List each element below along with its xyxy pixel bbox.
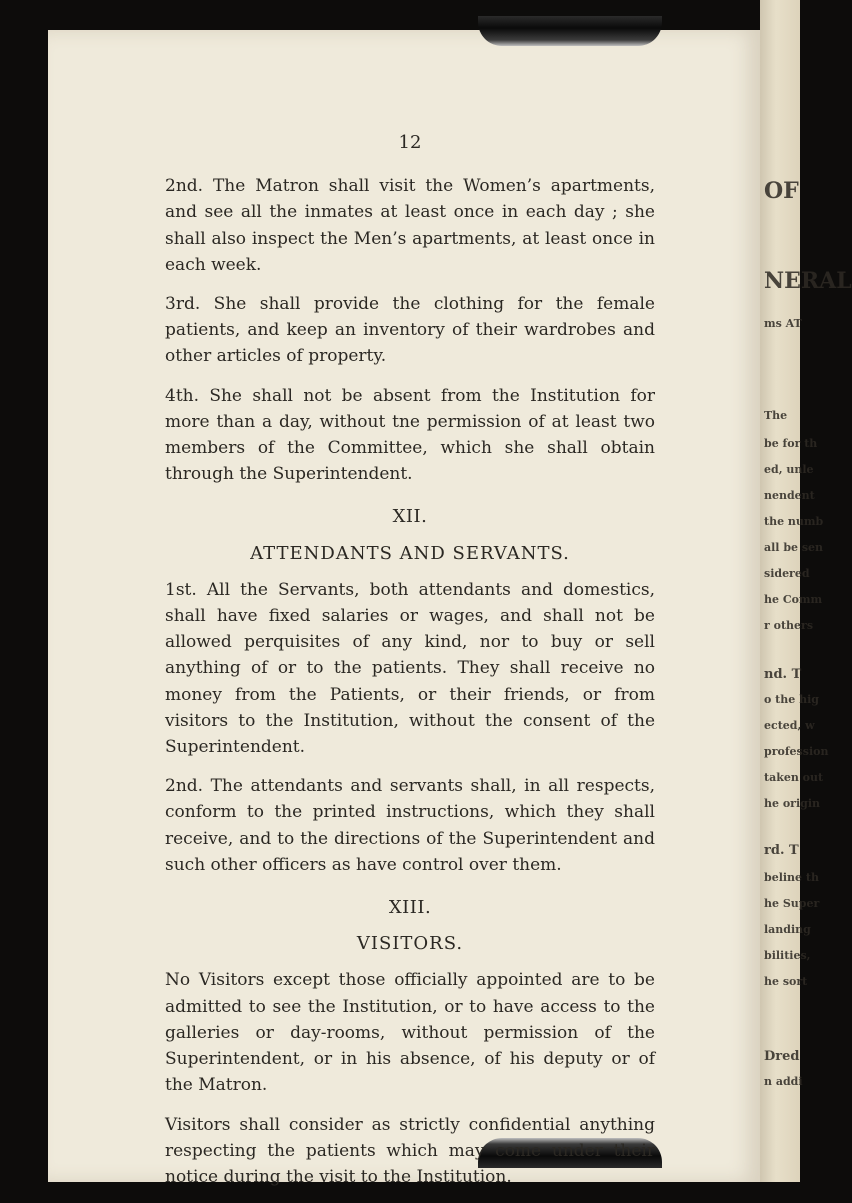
- paragraph: 3rd. She shall provide the clothing for the female patients, and keep an inventory of their wardrobes and other articles of property.: [165, 294, 655, 367]
- paragraph: 4th. She shall not be absent from the Institution for more than a day, without tne permission of at least two members of the Committee, which she shall obtain through the Superintendent.: [165, 385, 655, 485]
- bleed-text: ms AT: [764, 317, 802, 330]
- page-text: [165, 130, 655, 1203]
- bleed-text: be for th: [764, 437, 818, 450]
- bleed-text: nendent: [764, 489, 815, 502]
- paragraph: 2nd. The attendants and servants shall, in all respects, conform to the printed instructions, which they shall receive, and to the directions of the Superintendent and such other officers as have control over them.: [165, 776, 655, 875]
- paragraph: 1st. All the Servants, both attendants and domestics, shall have fixed salaries or wages, and shall not be allowed perquisites of any kind, nor to buy or sell anything of or to the patients. They shall receive no money from the Patients, or their friends, or from visitors to the Institution, without the consent of the Superintendent.: [165, 579, 655, 758]
- paragraph: No Visitors except those officially appointed are to be admitted to see the Institution, or to have access to the galleries or day-rooms, without permission of the Superintendent, or in his absence, of his deputy or of the Matron.: [165, 970, 655, 1096]
- bleed-text: rd. T: [764, 843, 799, 858]
- bleed-text: o the hig: [764, 693, 819, 706]
- bleed-text: OF: [764, 178, 799, 204]
- bleed-text: Dred: [764, 1049, 800, 1064]
- bleed-text: the numb: [764, 515, 824, 528]
- section-title: ATTENDANTS AND SERVANTS.: [250, 542, 570, 564]
- bleed-text: nd. T: [764, 667, 802, 682]
- bleed-text: The: [764, 409, 788, 422]
- bleed-text: taken out: [764, 771, 824, 784]
- bleed-text: he sort: [764, 975, 808, 988]
- bleed-text: landing: [764, 923, 811, 936]
- bleed-text: r others: [764, 619, 814, 632]
- paragraph: 2nd. The Matron shall visit the Women’s apartments, and see all the inmates at least once in each day ; she shall also inspect the Men’s apartments, at least once in each week.: [165, 176, 655, 275]
- page-number: 12: [398, 132, 422, 153]
- section-title: VISITORS.: [356, 933, 464, 955]
- bleed-text: he origin: [764, 797, 821, 810]
- book-clip-top: [478, 16, 662, 46]
- bleed-text: he Super: [764, 897, 820, 910]
- bleed-text: all be sen: [764, 541, 824, 554]
- bleed-text: beline th: [764, 871, 819, 884]
- bleed-text: profession: [764, 745, 829, 758]
- bleed-text: ected, w: [764, 719, 815, 732]
- section-number: XIII.: [388, 897, 432, 919]
- paragraph: Visitors shall consider as strictly confidential anything respecting the patients which may come under their notice during the visit to the Institution.: [165, 1114, 655, 1187]
- bleed-text: n addi: [764, 1075, 803, 1088]
- bleed-text: sidered: [764, 567, 810, 580]
- bleed-text: he Comm: [764, 593, 823, 606]
- bleed-text: bilities,: [764, 949, 811, 962]
- bleed-text: ed, unle: [764, 463, 814, 476]
- section-number: XII.: [392, 506, 428, 528]
- bleed-text: NERAL: [764, 268, 852, 294]
- adjacent-page-edge: [760, 0, 852, 1182]
